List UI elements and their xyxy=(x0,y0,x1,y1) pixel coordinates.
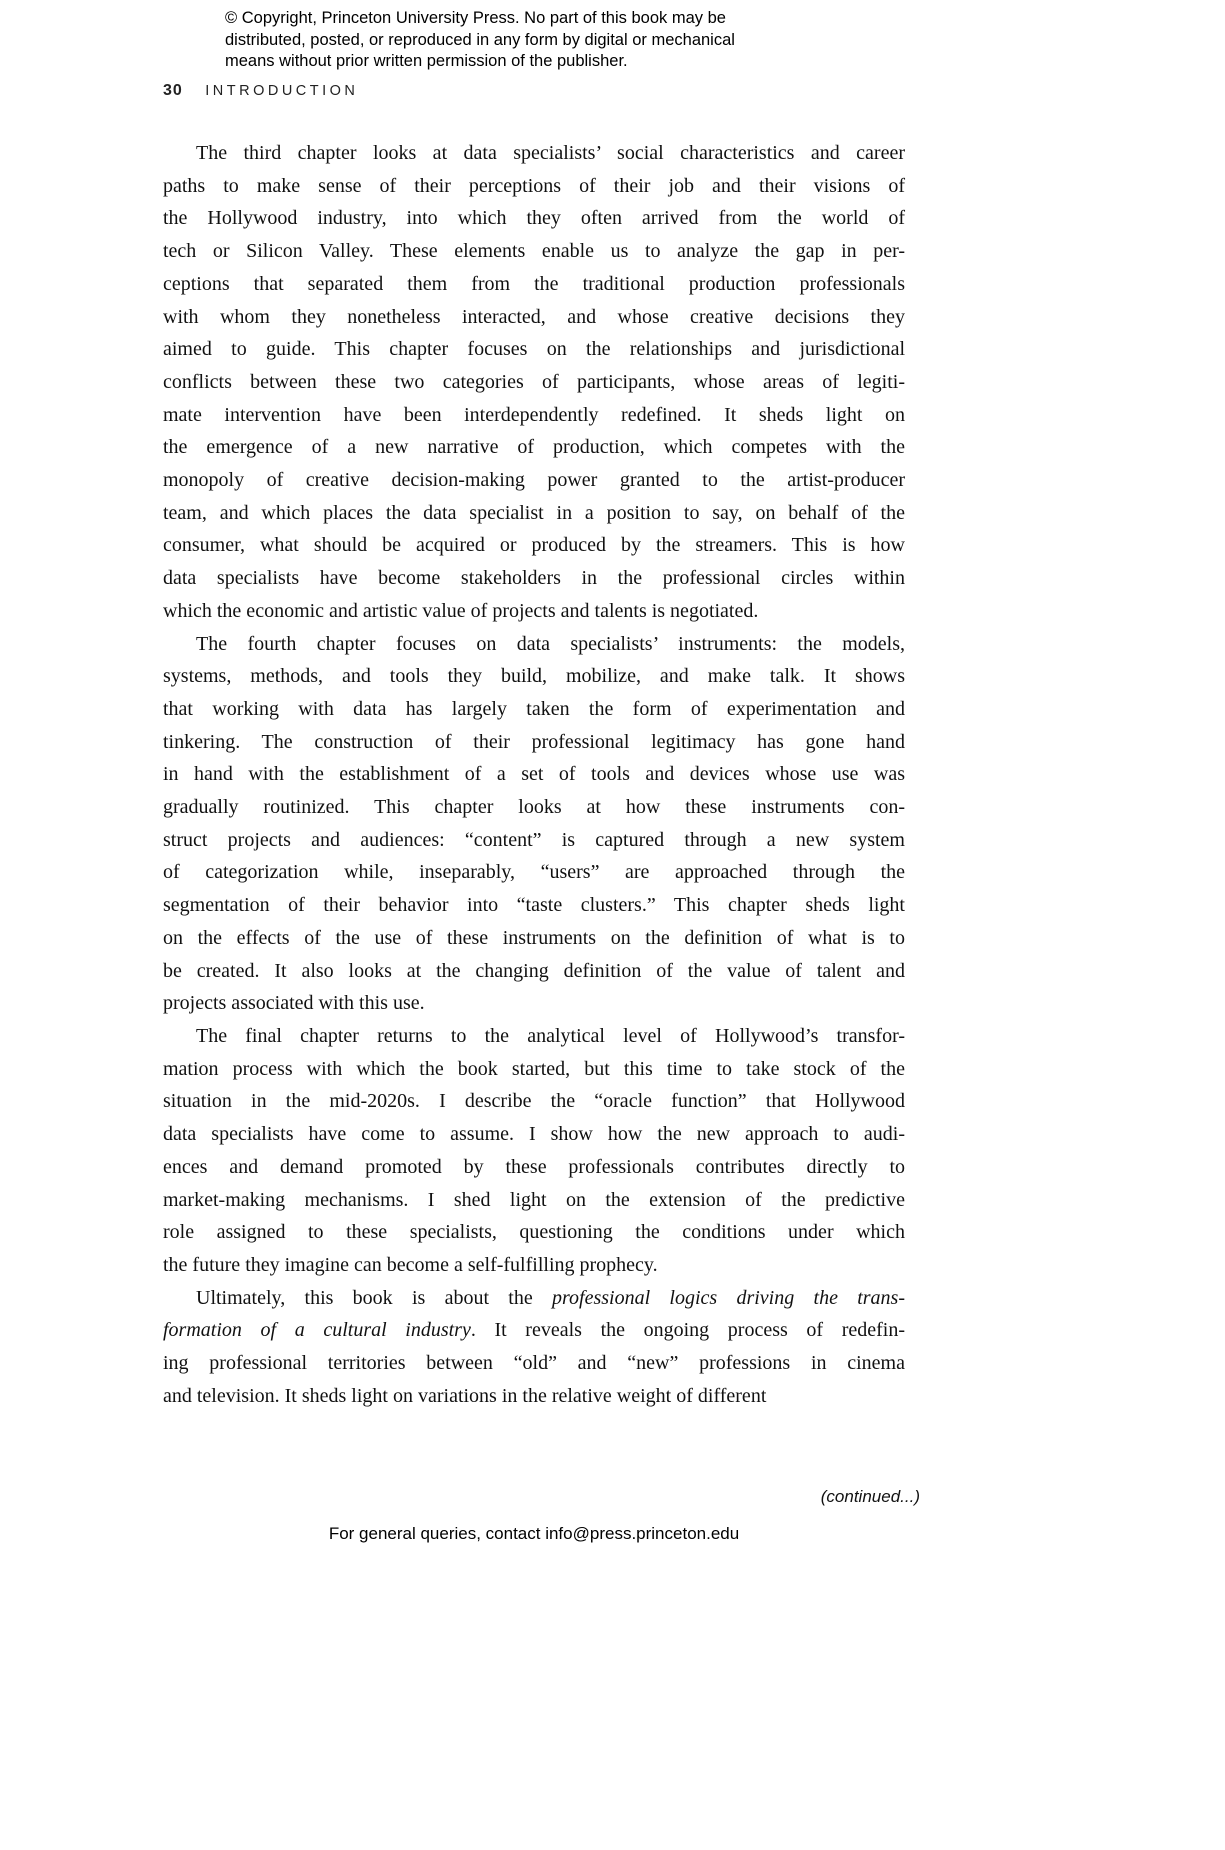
copyright-line: means without prior written permission of the publisher. xyxy=(225,52,628,70)
text-line: which the economic and artistic value of projects and talents is negotiated. xyxy=(163,599,759,622)
running-head xyxy=(163,82,358,100)
text-line: be created. It also looks at the changing definition of the value of talent and xyxy=(163,959,905,982)
text-line: situation in the mid-2020s. I describe the “oracle function” that Hollywood xyxy=(163,1090,905,1113)
text-line: The fourth chapter focuses on data specialists’ instruments: the models, xyxy=(196,632,905,655)
text-line: mate intervention have been interdependently redefined. It sheds light on xyxy=(163,403,905,426)
text-line: data specialists have become stakeholders in the professional circles within xyxy=(163,567,905,590)
text-line: ceptions that separated them from the traditional production professionals xyxy=(163,272,905,295)
text-line: market-making mechanisms. I shed light on the extension of the predictive xyxy=(163,1188,905,1211)
text-line: the Hollywood industry, into which they often arrived from the world of xyxy=(163,207,905,230)
text-line: struct projects and audiences: “content” is captured through a new system xyxy=(163,828,905,851)
section-title: INTRODUCTION xyxy=(205,83,359,99)
page-number: 30 xyxy=(163,82,183,99)
text-line: with whom they nonetheless interacted, and whose creative decisions they xyxy=(163,305,905,328)
text-line: the future they imagine can become a self-fulfilling prophecy. xyxy=(163,1253,658,1276)
text-line: team, and which places the data specialist in a position to say, on behalf of the xyxy=(163,501,905,524)
text-line: systems, methods, and tools they build, mobilize, and make talk. It shows xyxy=(163,665,905,688)
text-line: tech or Silicon Valley. These elements enable us to analyze the gap in per- xyxy=(163,240,905,263)
text-line: role assigned to these specialists, questioning the conditions under which xyxy=(163,1221,905,1244)
text-line: consumer, what should be acquired or produced by the streamers. This is how xyxy=(163,534,905,557)
copyright-line: distributed, posted, or reproduced in any form by digital or mechanical xyxy=(225,30,735,49)
continued-marker: (continued...) xyxy=(820,1487,920,1506)
text-line: data specialists have come to assume. I show how the new approach to audi- xyxy=(163,1123,905,1146)
text-line: projects associated with this use. xyxy=(163,992,425,1015)
text-line: paths to make sense of their perceptions of their job and their visions of xyxy=(163,174,905,197)
text-line: tinkering. The construction of their professional legitimacy has gone hand xyxy=(163,730,905,753)
copyright-line: © Copyright, Princeton University Press. No part of this book may be xyxy=(225,9,726,27)
text-line: ences and demand promoted by these professionals contributes directly to xyxy=(163,1155,905,1178)
text-line: of categorization while, inseparably, “users” are approached through the xyxy=(163,861,905,884)
text-line: mation process with which the book started, but this time to take stock of the xyxy=(163,1057,905,1080)
text-line: The third chapter looks at data specialists’ social characteristics and career xyxy=(196,142,905,164)
text-line: segmentation of their behavior into “taste clusters.” This chapter sheds light xyxy=(163,894,905,917)
text-line: formation of a cultural industry. It reveals the ongoing process of redefin- xyxy=(163,1319,905,1342)
text-line: The final chapter returns to the analytical level of Hollywood’s transfor- xyxy=(196,1024,905,1047)
text-line: gradually routinized. This chapter looks at how these instruments con- xyxy=(163,796,905,819)
text-line: conflicts between these two categories of participants, whose areas of legiti- xyxy=(163,370,905,393)
footer-contact-line: For general queries, contact info@press.princeton.edu xyxy=(328,1524,740,1543)
text-line: that working with data has largely taken the form of experimentation and xyxy=(163,697,905,720)
copyright-notice xyxy=(225,8,845,73)
body-text xyxy=(163,137,905,1412)
text-line: monopoly of creative decision-making power granted to the artist-producer xyxy=(163,469,905,492)
text-line: Ultimately, this book is about the professional logics driving the trans- xyxy=(196,1286,905,1309)
text-line: on the effects of the use of these instruments on the definition of what is to xyxy=(163,926,905,949)
text-line: aimed to guide. This chapter focuses on the relationships and jurisdictional xyxy=(163,338,905,361)
text-line: the emergence of a new narrative of production, which competes with the xyxy=(163,436,905,459)
text-line: in hand with the establishment of a set of tools and devices whose use was xyxy=(163,763,905,786)
text-line: and television. It sheds light on variations in the relative weight of different xyxy=(163,1384,767,1407)
text-line: ing professional territories between “old” and “new” professions in cinema xyxy=(163,1352,905,1375)
